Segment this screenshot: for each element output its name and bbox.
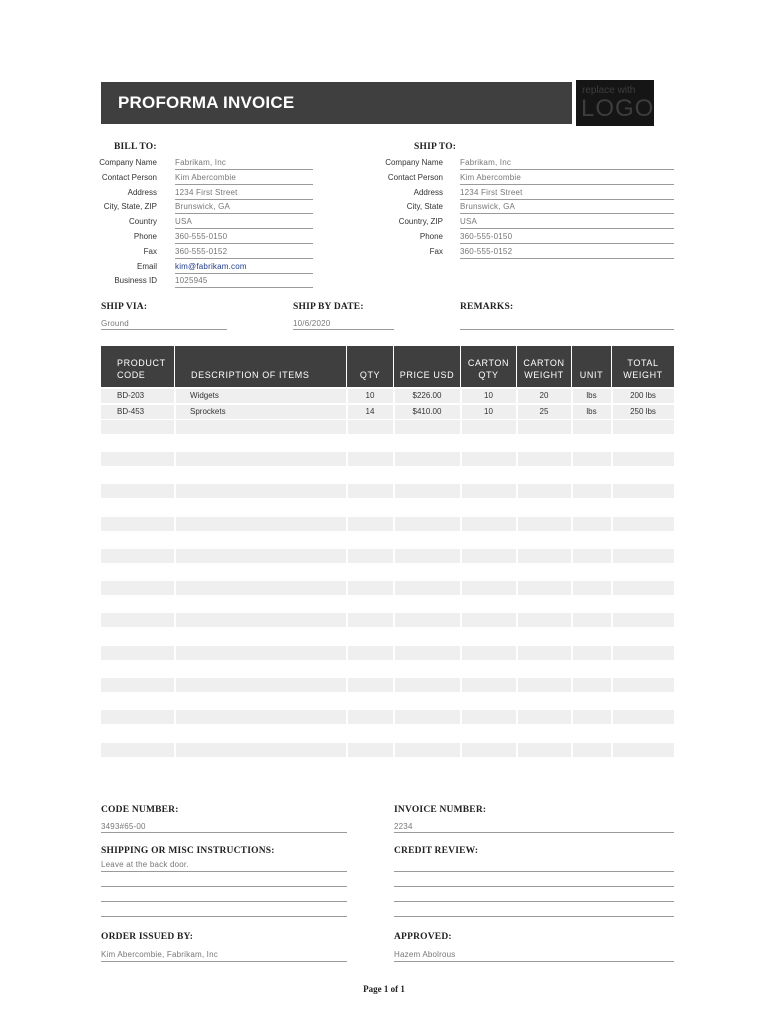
bill_to-field-value[interactable]: 360-555-0152 (175, 246, 228, 256)
ship_to-field-underline (460, 228, 674, 229)
column-divider (571, 613, 573, 627)
column-divider (611, 710, 613, 724)
column-divider (393, 743, 395, 757)
ship-to-heading: SHIP TO: (414, 142, 457, 152)
column-divider (174, 710, 176, 724)
column-divider (611, 517, 613, 531)
column-divider (516, 613, 518, 627)
column-divider (460, 549, 462, 563)
column-divider (174, 420, 176, 434)
bill_to-email-link[interactable]: kim@fabrikam.com (175, 261, 247, 271)
credit-review-label: CREDIT REVIEW: (394, 846, 479, 856)
column-divider (611, 484, 613, 498)
column-divider (516, 646, 518, 660)
order-issued-by-value[interactable]: Kim Abercombie, Fabrikam, Inc (101, 950, 218, 959)
bill_to-field-label: Country (128, 217, 157, 227)
ship-by-date-value[interactable]: 10/6/2020 (293, 319, 331, 328)
column-divider (174, 452, 176, 466)
column-divider (460, 581, 462, 595)
ship_to-field-value[interactable]: Kim Abercombie (460, 172, 522, 182)
shipping-instructions-label: SHIPPING OR MISC INSTRUCTIONS: (101, 846, 275, 856)
column-divider (516, 710, 518, 724)
table-row-background (101, 517, 674, 531)
table-row-background (101, 710, 674, 724)
column-divider (346, 452, 348, 466)
bill_to-field-value[interactable]: 1025945 (175, 276, 208, 286)
col-header-total-weight: TOTAL WEIGHT (612, 346, 674, 387)
cell-product-code: BD-203 (117, 391, 145, 400)
bill_to-field-label: Fax (143, 246, 157, 256)
ship-via-underline (101, 329, 227, 330)
column-divider (393, 678, 395, 692)
invoice-number-label: INVOICE NUMBER: (394, 805, 487, 815)
column-divider (611, 420, 613, 434)
column-divider (611, 743, 613, 757)
table-row-background (101, 613, 674, 627)
invoice-number-value[interactable]: 2234 (394, 822, 413, 831)
column-divider (174, 678, 176, 692)
column-divider (571, 710, 573, 724)
ship_to-field-value[interactable]: 360-555-0152 (460, 246, 513, 256)
logo-big-text: LOGO (581, 95, 654, 122)
col-header-description: DESCRIPTION OF ITEMS (175, 346, 346, 387)
logo-placeholder (576, 80, 654, 126)
bill_to-field-label: Email (136, 261, 157, 271)
page-title: PROFORMA INVOICE (118, 93, 295, 112)
bill_to-field-label: Address (127, 187, 157, 197)
ship_to-field-label: Country, ZIP (398, 217, 443, 227)
bill_to-field-underline (175, 243, 313, 244)
approved-label: APPROVED: (394, 932, 452, 942)
page-number: Page 1 of 1 (363, 984, 405, 994)
column-divider (571, 452, 573, 466)
column-divider (346, 678, 348, 692)
bill_to-field-underline (175, 228, 313, 229)
remarks-label: REMARKS: (460, 302, 514, 312)
cell-qty: 14 (365, 407, 375, 416)
bill_to-field-value[interactable]: Fabrikam, Inc (175, 158, 227, 167)
column-divider (174, 517, 176, 531)
column-divider (460, 678, 462, 692)
column-divider (571, 581, 573, 595)
column-divider (571, 420, 573, 434)
column-divider (346, 743, 348, 757)
column-divider (174, 613, 176, 627)
bill_to-field-underline (175, 213, 313, 214)
ship-via-label: SHIP VIA: (101, 302, 148, 312)
col-header-price: PRICE USD (394, 346, 460, 387)
credit-review-line-1 (394, 871, 674, 872)
column-divider (571, 484, 573, 498)
column-divider (174, 405, 176, 419)
cell-total-weight: 250 lbs (630, 407, 656, 416)
approved-underline (394, 961, 674, 962)
credit-review-line-4 (394, 916, 674, 917)
ship_to-field-underline (460, 184, 674, 185)
col-header-carton-qty: CARTON QTY (461, 346, 516, 387)
column-divider (516, 484, 518, 498)
column-divider (174, 646, 176, 660)
ship_to-field-value[interactable]: Fabrikam, Inc (460, 158, 512, 167)
table-row-background (101, 646, 674, 660)
shipping-instructions-value[interactable]: Leave at the back door. (101, 860, 189, 869)
cell-description: Widgets (190, 391, 219, 400)
code-number-underline (101, 832, 347, 833)
column-divider (346, 613, 348, 627)
col-header-product-code: PRODUCT CODE (101, 346, 174, 387)
remarks-underline (460, 329, 674, 330)
column-divider (516, 581, 518, 595)
column-divider (393, 613, 395, 627)
column-divider (516, 420, 518, 434)
bill_to-field-value[interactable]: Brunswick, GA (175, 202, 231, 212)
column-divider (346, 420, 348, 434)
ship_to-field-label: Company Name (385, 158, 443, 167)
cell-description: Sprockets (190, 407, 226, 416)
table-row-background (101, 549, 674, 563)
column-divider (571, 743, 573, 757)
column-divider (460, 710, 462, 724)
table-row-background (101, 678, 674, 692)
order-issued-by-underline (101, 961, 347, 962)
column-divider (611, 581, 613, 595)
column-divider (346, 581, 348, 595)
bill_to-field-label: Business ID (114, 276, 157, 286)
column-divider (571, 646, 573, 660)
column-divider (346, 710, 348, 724)
cell-carton-weight: 20 (539, 391, 549, 400)
column-divider (393, 581, 395, 595)
column-divider (174, 549, 176, 563)
column-divider (571, 517, 573, 531)
table-row-background (101, 743, 674, 757)
column-divider (460, 517, 462, 531)
column-divider (611, 549, 613, 563)
bill_to-field-label: Company Name (99, 158, 157, 167)
ship_to-field-value[interactable]: 360-555-0150 (460, 232, 513, 241)
ship_to-field-label: Contact Person (387, 172, 443, 182)
col-header-carton-weight: CARTON WEIGHT (517, 346, 571, 387)
cell-price: $226.00 (412, 391, 442, 400)
instructions-line-2 (101, 886, 347, 887)
ship_to-field-label: Address (413, 187, 443, 197)
ship_to-field-label: City, State (406, 202, 443, 212)
bill_to-field-value[interactable]: 1234 First Street (175, 187, 238, 197)
column-divider (611, 452, 613, 466)
column-divider (174, 743, 176, 757)
column-divider (174, 389, 176, 403)
col-header-qty: QTY (347, 346, 393, 387)
table-row-background (101, 452, 674, 466)
column-divider (611, 678, 613, 692)
column-divider (393, 484, 395, 498)
ship-via-value[interactable]: Ground (101, 319, 129, 328)
ship_to-field-underline (460, 169, 674, 170)
cell-carton-qty: 10 (484, 391, 493, 400)
ship_to-field-label: Phone (419, 232, 443, 241)
cell-total-weight: 200 lbs (630, 391, 656, 400)
ship_to-field-underline (460, 213, 674, 214)
column-divider (393, 452, 395, 466)
approved-value[interactable]: Hazem Abolrous (394, 950, 456, 959)
bill_to-field-underline (175, 273, 313, 274)
column-divider (516, 678, 518, 692)
ship_to-field-underline (460, 258, 674, 259)
bill-to-heading: BILL TO: (114, 142, 157, 152)
ship-by-date-underline (293, 329, 394, 330)
cell-unit: lbs (586, 391, 597, 400)
cell-unit: lbs (586, 407, 597, 416)
table-row-background (101, 420, 674, 434)
column-divider (393, 549, 395, 563)
column-divider (174, 581, 176, 595)
bill_to-field-underline (175, 199, 313, 200)
column-divider (393, 646, 395, 660)
column-divider (393, 710, 395, 724)
ship_to-field-label: Fax (429, 246, 443, 256)
column-divider (460, 420, 462, 434)
column-divider (571, 549, 573, 563)
invoice-number-underline (394, 832, 674, 833)
bill_to-field-underline (175, 258, 313, 259)
instructions-line-1 (101, 871, 347, 872)
column-divider (516, 452, 518, 466)
column-divider (174, 484, 176, 498)
cell-carton-weight: 25 (539, 407, 549, 416)
column-divider (460, 646, 462, 660)
bill_to-field-label: Contact Person (101, 172, 157, 182)
code-number-value[interactable]: 3493#65-00 (101, 822, 146, 831)
logo-small-text: replace with (582, 85, 636, 96)
col-header-unit: UNIT (572, 346, 611, 387)
column-divider (393, 517, 395, 531)
column-divider (516, 549, 518, 563)
code-number-label: CODE NUMBER: (101, 805, 179, 815)
credit-review-line-2 (394, 886, 674, 887)
column-divider (460, 484, 462, 498)
bill_to-field-underline (175, 169, 313, 170)
column-divider (393, 420, 395, 434)
ship_to-field-value[interactable]: 1234 First Street (460, 187, 523, 197)
column-divider (611, 613, 613, 627)
table-row-background (101, 484, 674, 498)
order-issued-by-label: ORDER ISSUED BY: (101, 932, 194, 942)
cell-qty: 10 (365, 391, 375, 400)
bill_to-field-label: Phone (133, 232, 157, 241)
instructions-line-3 (101, 901, 347, 902)
column-divider (346, 549, 348, 563)
instructions-line-4 (101, 916, 347, 917)
ship_to-field-value[interactable]: Brunswick, GA (460, 202, 516, 212)
ship-by-date-label: SHIP BY DATE: (293, 302, 364, 312)
ship_to-field-underline (460, 199, 674, 200)
bill_to-field-underline (175, 287, 313, 288)
column-divider (346, 646, 348, 660)
cell-carton-qty: 10 (484, 407, 493, 416)
column-divider (571, 678, 573, 692)
cell-product-code: BD-453 (117, 407, 145, 416)
column-divider (460, 452, 462, 466)
bill_to-field-value[interactable]: USA (175, 217, 193, 227)
bill_to-field-underline (175, 184, 313, 185)
column-divider (516, 743, 518, 757)
cell-price: $410.00 (412, 407, 442, 416)
column-divider (346, 517, 348, 531)
column-divider (460, 743, 462, 757)
bill_to-field-label: City, State, ZIP (103, 202, 157, 212)
ship_to-field-underline (460, 243, 674, 244)
credit-review-line-3 (394, 901, 674, 902)
column-divider (611, 646, 613, 660)
column-divider (460, 613, 462, 627)
ship_to-field-value[interactable]: USA (460, 217, 478, 227)
column-divider (516, 517, 518, 531)
table-row-background (101, 581, 674, 595)
column-divider (346, 484, 348, 498)
bill_to-field-value[interactable]: Kim Abercombie (175, 172, 237, 182)
bill_to-field-value[interactable]: 360-555-0150 (175, 232, 228, 241)
